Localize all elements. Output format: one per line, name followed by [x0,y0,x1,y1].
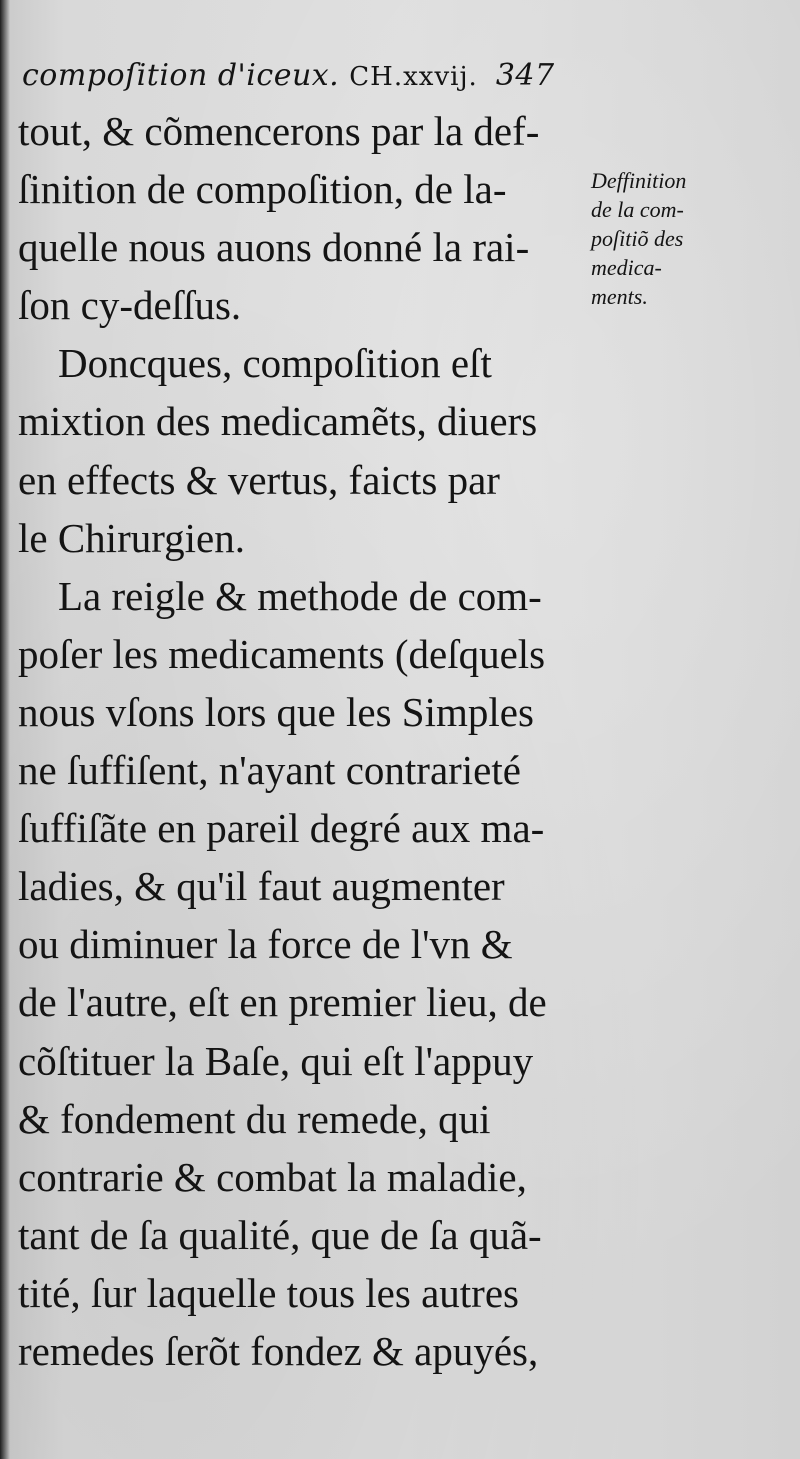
text-line: remedes ſerõt fondez & apuyés, [18,1327,539,1374]
text-line: ne ſuffiſent, n'ayant contrarieté [18,747,521,794]
margin-note-line: Deffinition [591,168,687,193]
page-gutter-shadow [0,0,10,1459]
margin-note-line: de la com- [591,197,684,222]
text-line: ou diminuer la force de l'vn & [18,921,513,968]
text-line: & fondement du remede, qui [18,1095,491,1142]
chapter-number: CH.xxvij. [349,62,478,92]
text-line: de l'autre, eſt en premier lieu, de [18,979,547,1026]
text-line: ladies, & qu'il faut augmenter [18,863,505,910]
text-line: mixtion des medicamẽts, diuers [18,398,538,445]
text-line: Doncques, compoſition eſt [58,340,492,387]
text-line: tant de ſa qualité, que de ſa quã- [18,1211,542,1258]
text-line: ſon cy-deſſus. [18,282,242,329]
text-line: contrarie & combat la maladie, [18,1153,527,1200]
text-line: ſinition de compoſition, de la- [18,166,507,213]
running-title: compoſition d'iceux. [22,58,340,93]
text-line: nous vſons lors que les Simples [18,688,534,735]
text-line: cõſtituer la Baſe, qui eſt l'appuy [18,1037,534,1084]
text-line: ſuffiſãte en pareil degré aux ma- [18,805,545,852]
margin-note-line: medica- [591,255,662,280]
text-line: le Chirurgien. [18,514,245,561]
page-number: 347 [495,58,555,93]
margin-note-line: ments. [591,284,648,309]
margin-note [591,166,791,311]
text-line: poſer les medicaments (deſquels [18,630,546,677]
text-line: tité, ſur laquelle tous les autres [18,1269,519,1316]
running-header [22,58,592,93]
text-line: La reigle & methode de com- [58,572,542,619]
margin-note-line: poſitiõ des [591,226,684,251]
text-line: tout, & cõmencerons par la def- [18,108,540,154]
main-text-block [18,102,588,1380]
text-line: en effects & vertus, faicts par [18,456,500,503]
text-line: quelle nous auons donné la rai- [18,224,530,271]
